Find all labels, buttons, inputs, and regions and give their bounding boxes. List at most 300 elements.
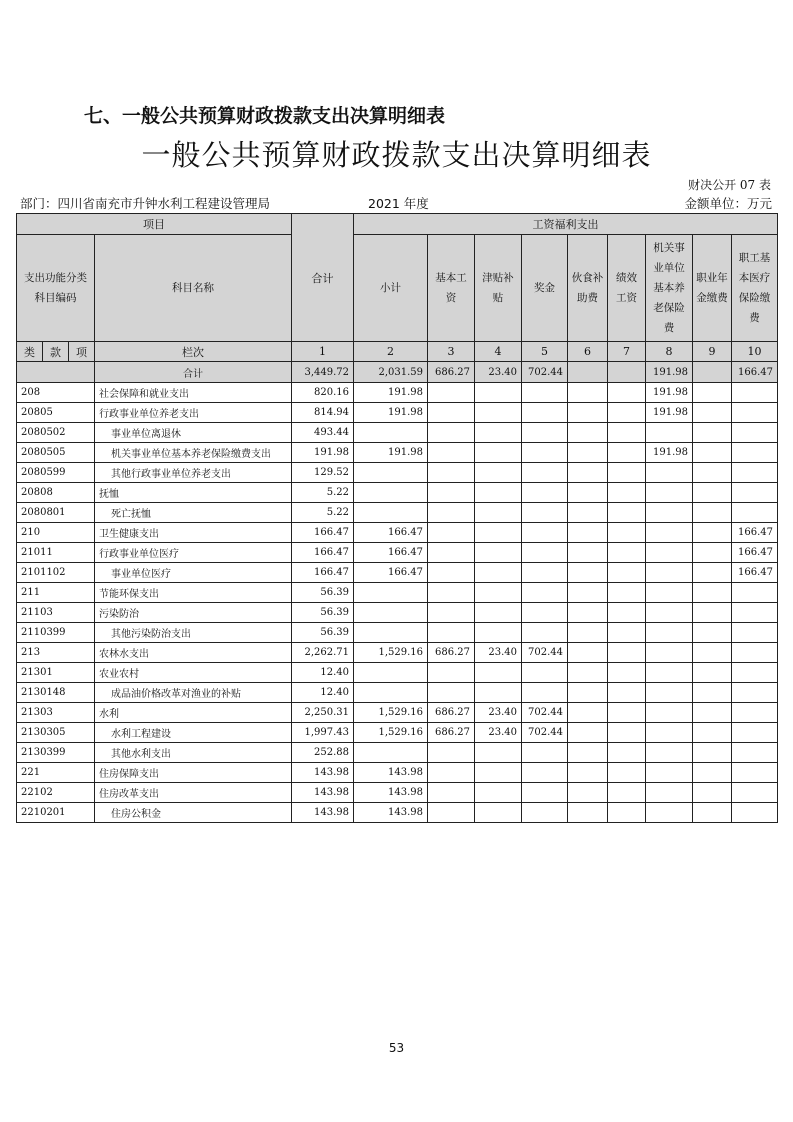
row-code: 21011 — [17, 543, 95, 563]
row-value: 191.98 — [354, 403, 428, 423]
row-code: 2080599 — [17, 463, 95, 483]
header-code: 支出功能分类科目编码 — [17, 235, 95, 342]
row-value — [693, 763, 732, 783]
row-value: 166.47 — [732, 543, 778, 563]
row-value — [428, 803, 475, 823]
row-value — [522, 563, 568, 583]
header-welfare: 工资福利支出 — [354, 214, 778, 235]
row-name: 成品油价格改革对渔业的补贴 — [95, 683, 292, 703]
row-value: 493.44 — [292, 423, 354, 443]
row-value — [568, 743, 608, 763]
row-value — [354, 423, 428, 443]
row-value: 23.40 — [475, 723, 522, 743]
row-value — [522, 463, 568, 483]
row-name: 农业农村 — [95, 663, 292, 683]
row-value — [693, 623, 732, 643]
row-value — [354, 663, 428, 683]
row-value — [568, 403, 608, 423]
row-value — [568, 683, 608, 703]
row-value: 252.88 — [292, 743, 354, 763]
row-value — [522, 803, 568, 823]
table-row — [17, 403, 778, 423]
row-value: 2,262.71 — [292, 643, 354, 663]
row-value — [732, 703, 778, 723]
row-name: 事业单位医疗 — [95, 563, 292, 583]
row-value — [522, 683, 568, 703]
row-value — [646, 603, 693, 623]
row-value — [428, 603, 475, 623]
row-value — [522, 583, 568, 603]
table-row — [17, 643, 778, 663]
row-value: 191.98 — [646, 443, 693, 463]
row-value — [522, 783, 568, 803]
row-value — [646, 543, 693, 563]
header-bonus: 奖金 — [522, 235, 568, 342]
row-value — [522, 603, 568, 623]
col-number: 5 — [522, 342, 568, 362]
row-value: 2,250.31 — [292, 703, 354, 723]
row-value — [568, 383, 608, 403]
row-value — [608, 463, 646, 483]
header-xiang: 项 — [69, 342, 95, 362]
row-value: 5.22 — [292, 483, 354, 503]
row-value — [475, 543, 522, 563]
table-row — [17, 483, 778, 503]
col-number: 8 — [646, 342, 693, 362]
row-value: 191.98 — [292, 443, 354, 463]
row-value — [428, 663, 475, 683]
row-value: 686.27 — [428, 723, 475, 743]
row-value — [428, 563, 475, 583]
table-row — [17, 463, 778, 483]
row-code: 2210201 — [17, 803, 95, 823]
row-value — [354, 503, 428, 523]
row-name: 行政事业单位养老支出 — [95, 403, 292, 423]
row-name: 机关事业单位基本养老保险缴费支出 — [95, 443, 292, 463]
row-code: 211 — [17, 583, 95, 603]
row-value — [693, 563, 732, 583]
row-value — [568, 463, 608, 483]
row-value — [693, 423, 732, 443]
row-value — [428, 743, 475, 763]
row-code: 21303 — [17, 703, 95, 723]
row-value: 686.27 — [428, 643, 475, 663]
row-code: 2130148 — [17, 683, 95, 703]
row-name: 其他水利支出 — [95, 743, 292, 763]
row-value: 191.98 — [646, 383, 693, 403]
total-value — [568, 362, 608, 383]
row-value — [646, 583, 693, 603]
row-value — [732, 683, 778, 703]
row-value — [608, 803, 646, 823]
total-value — [608, 362, 646, 383]
row-value: 702.44 — [522, 723, 568, 743]
row-value — [732, 643, 778, 663]
header-total: 合计 — [292, 214, 354, 342]
row-value — [732, 803, 778, 823]
total-value: 166.47 — [732, 362, 778, 383]
row-value — [475, 583, 522, 603]
table-row — [17, 743, 778, 763]
row-value — [732, 503, 778, 523]
row-code: 21103 — [17, 603, 95, 623]
row-value: 1,997.43 — [292, 723, 354, 743]
department-label: 部门：四川省南充市升钟水利工程建设管理局 — [20, 196, 271, 211]
col-number: 6 — [568, 342, 608, 362]
row-value — [568, 443, 608, 463]
row-value — [428, 543, 475, 563]
row-value — [732, 603, 778, 623]
table-row — [17, 683, 778, 703]
row-code: 2080502 — [17, 423, 95, 443]
row-value — [428, 683, 475, 703]
row-value — [646, 743, 693, 763]
header-item: 项目 — [17, 214, 292, 235]
total-label: 合计 — [95, 362, 292, 383]
header-pension-insurance: 机关事业单位基本养老保险费 — [646, 235, 693, 342]
row-code: 221 — [17, 763, 95, 783]
row-value — [732, 463, 778, 483]
row-value: 23.40 — [475, 643, 522, 663]
row-name: 水利工程建设 — [95, 723, 292, 743]
row-value — [428, 443, 475, 463]
col-number: 1 — [292, 342, 354, 362]
total-value — [693, 362, 732, 383]
row-value: 12.40 — [292, 663, 354, 683]
row-value — [608, 543, 646, 563]
row-value — [732, 443, 778, 463]
row-value — [522, 523, 568, 543]
row-value — [428, 403, 475, 423]
header-performance-pay: 绩效工资 — [608, 235, 646, 342]
row-value — [732, 663, 778, 683]
header-occupational-annuity: 职业年金缴费 — [693, 235, 732, 342]
row-value — [475, 623, 522, 643]
row-code: 208 — [17, 383, 95, 403]
row-value — [522, 403, 568, 423]
row-value: 820.16 — [292, 383, 354, 403]
header-kuan: 款 — [43, 342, 69, 362]
table-row — [17, 543, 778, 563]
row-value — [428, 783, 475, 803]
row-value: 143.98 — [354, 763, 428, 783]
row-code: 213 — [17, 643, 95, 663]
row-name: 水利 — [95, 703, 292, 723]
row-value — [693, 803, 732, 823]
row-value — [475, 383, 522, 403]
header-medical-insurance: 职工基本医疗保险缴费 — [732, 235, 778, 342]
row-value — [732, 763, 778, 783]
row-value — [693, 483, 732, 503]
header-lei: 类 — [17, 342, 43, 362]
header-name: 科目名称 — [95, 235, 292, 342]
row-value — [568, 483, 608, 503]
total-code-cell — [17, 362, 95, 383]
table-row — [17, 583, 778, 603]
row-value — [568, 623, 608, 643]
header-row-3 — [17, 342, 778, 362]
row-value — [693, 523, 732, 543]
expenditure-detail-table — [16, 213, 778, 823]
row-value — [608, 523, 646, 543]
total-row — [17, 362, 778, 383]
row-value: 166.47 — [732, 523, 778, 543]
row-value — [522, 503, 568, 523]
header-meal-subsidy: 伙食补助费 — [568, 235, 608, 342]
row-value — [428, 423, 475, 443]
table-row — [17, 703, 778, 723]
page-title: 一般公共预算财政拨款支出决算明细表 — [141, 138, 652, 172]
row-value — [475, 663, 522, 683]
row-value: 5.22 — [292, 503, 354, 523]
row-value: 143.98 — [292, 803, 354, 823]
row-value — [608, 763, 646, 783]
row-value — [568, 763, 608, 783]
row-name: 住房保障支出 — [95, 763, 292, 783]
row-value — [475, 603, 522, 623]
row-value — [608, 403, 646, 423]
row-value — [608, 663, 646, 683]
row-value — [568, 803, 608, 823]
row-value — [693, 703, 732, 723]
row-value — [428, 483, 475, 503]
row-name: 污染防治 — [95, 603, 292, 623]
row-value — [608, 743, 646, 763]
row-value — [693, 443, 732, 463]
row-value — [568, 423, 608, 443]
row-value — [693, 783, 732, 803]
row-value — [608, 383, 646, 403]
row-value: 143.98 — [354, 803, 428, 823]
row-value — [568, 523, 608, 543]
row-value — [693, 663, 732, 683]
row-value — [428, 463, 475, 483]
row-code: 22102 — [17, 783, 95, 803]
row-value: 56.39 — [292, 623, 354, 643]
row-value: 1,529.16 — [354, 723, 428, 743]
row-value — [522, 663, 568, 683]
row-value: 191.98 — [354, 443, 428, 463]
row-value — [568, 723, 608, 743]
row-value — [475, 463, 522, 483]
table-row — [17, 443, 778, 463]
row-value: 166.47 — [354, 523, 428, 543]
row-name: 其他行政事业单位养老支出 — [95, 463, 292, 483]
table-row — [17, 523, 778, 543]
row-name: 行政事业单位医疗 — [95, 543, 292, 563]
row-code: 2110399 — [17, 623, 95, 643]
row-value — [608, 423, 646, 443]
table-row — [17, 383, 778, 403]
row-value: 23.40 — [475, 703, 522, 723]
row-value — [522, 543, 568, 563]
row-code: 20805 — [17, 403, 95, 423]
row-value — [475, 743, 522, 763]
row-value — [732, 383, 778, 403]
row-value — [354, 683, 428, 703]
row-value — [646, 663, 693, 683]
total-value: 191.98 — [646, 362, 693, 383]
row-value: 191.98 — [646, 403, 693, 423]
row-value — [693, 723, 732, 743]
row-value — [646, 503, 693, 523]
row-value — [732, 423, 778, 443]
total-value: 3,449.72 — [292, 362, 354, 383]
row-value — [608, 623, 646, 643]
row-value — [475, 763, 522, 783]
row-value — [475, 523, 522, 543]
table-row — [17, 623, 778, 643]
row-value: 191.98 — [354, 383, 428, 403]
row-value — [693, 543, 732, 563]
row-value — [732, 623, 778, 643]
row-value — [732, 403, 778, 423]
row-value — [646, 803, 693, 823]
row-value — [428, 583, 475, 603]
row-code: 21301 — [17, 663, 95, 683]
col-number: 3 — [428, 342, 475, 362]
section-heading: 七、一般公共预算财政拨款支出决算明细表 — [84, 105, 446, 127]
row-value — [354, 583, 428, 603]
row-value — [568, 643, 608, 663]
row-value — [475, 403, 522, 423]
row-value — [568, 503, 608, 523]
row-value — [568, 663, 608, 683]
fiscal-year: 2021 年度 — [368, 196, 429, 211]
row-value: 814.94 — [292, 403, 354, 423]
row-name: 农林水支出 — [95, 643, 292, 663]
row-name: 抚恤 — [95, 483, 292, 503]
row-code: 210 — [17, 523, 95, 543]
col-number: 9 — [693, 342, 732, 362]
row-value — [693, 743, 732, 763]
table-row — [17, 763, 778, 783]
row-value: 702.44 — [522, 703, 568, 723]
row-code: 2080505 — [17, 443, 95, 463]
row-value: 166.47 — [732, 563, 778, 583]
row-value — [568, 603, 608, 623]
row-value — [475, 683, 522, 703]
col-number: 7 — [608, 342, 646, 362]
row-value — [608, 723, 646, 743]
row-value — [646, 783, 693, 803]
row-value — [646, 423, 693, 443]
row-value — [693, 643, 732, 663]
row-value: 143.98 — [292, 783, 354, 803]
row-value — [475, 423, 522, 443]
table-row — [17, 563, 778, 583]
row-value — [693, 463, 732, 483]
row-value — [646, 483, 693, 503]
total-value: 23.40 — [475, 362, 522, 383]
table-row — [17, 423, 778, 443]
row-value — [693, 383, 732, 403]
row-value — [428, 503, 475, 523]
row-value: 686.27 — [428, 703, 475, 723]
row-code: 2130399 — [17, 743, 95, 763]
row-value — [646, 683, 693, 703]
row-value — [475, 483, 522, 503]
row-value — [568, 583, 608, 603]
row-value — [568, 703, 608, 723]
row-value — [732, 723, 778, 743]
row-value — [522, 763, 568, 783]
row-value — [568, 563, 608, 583]
col-number: 10 — [732, 342, 778, 362]
col-number: 2 — [354, 342, 428, 362]
table-row — [17, 723, 778, 743]
row-name: 事业单位离退休 — [95, 423, 292, 443]
row-value: 143.98 — [292, 763, 354, 783]
page-number: 53 — [388, 1041, 405, 1055]
row-code: 2101102 — [17, 563, 95, 583]
row-value: 166.47 — [354, 563, 428, 583]
row-value — [646, 763, 693, 783]
row-value — [693, 683, 732, 703]
row-value — [693, 403, 732, 423]
row-value: 56.39 — [292, 583, 354, 603]
table-row — [17, 803, 778, 823]
row-value — [428, 763, 475, 783]
row-name: 死亡抚恤 — [95, 503, 292, 523]
row-value — [608, 603, 646, 623]
row-value — [475, 503, 522, 523]
row-value: 166.47 — [292, 523, 354, 543]
row-code: 2080801 — [17, 503, 95, 523]
row-value — [428, 623, 475, 643]
col-number: 4 — [475, 342, 522, 362]
row-value — [646, 623, 693, 643]
row-value — [428, 383, 475, 403]
row-value: 702.44 — [522, 643, 568, 663]
row-value — [693, 583, 732, 603]
row-value — [354, 623, 428, 643]
row-name: 节能环保支出 — [95, 583, 292, 603]
form-code: 财决公开 07 表 — [688, 178, 771, 192]
row-value — [608, 583, 646, 603]
row-code: 2130305 — [17, 723, 95, 743]
row-value — [522, 743, 568, 763]
row-value — [646, 703, 693, 723]
row-name: 住房公积金 — [95, 803, 292, 823]
table-row — [17, 783, 778, 803]
row-value — [354, 463, 428, 483]
total-value: 702.44 — [522, 362, 568, 383]
row-value — [522, 443, 568, 463]
row-value — [608, 443, 646, 463]
row-value — [428, 523, 475, 543]
table-row — [17, 603, 778, 623]
row-value: 1,529.16 — [354, 643, 428, 663]
header-row-1 — [17, 214, 778, 235]
row-value — [475, 443, 522, 463]
row-name: 其他污染防治支出 — [95, 623, 292, 643]
header-basic-salary: 基本工资 — [428, 235, 475, 342]
row-value — [608, 683, 646, 703]
row-value — [646, 463, 693, 483]
row-name: 社会保障和就业支出 — [95, 383, 292, 403]
header-subtotal: 小计 — [354, 235, 428, 342]
row-value — [608, 563, 646, 583]
row-value — [608, 643, 646, 663]
table-row — [17, 663, 778, 683]
total-value: 686.27 — [428, 362, 475, 383]
row-value — [608, 783, 646, 803]
row-name: 卫生健康支出 — [95, 523, 292, 543]
row-value — [732, 483, 778, 503]
row-value — [693, 503, 732, 523]
row-value — [522, 423, 568, 443]
